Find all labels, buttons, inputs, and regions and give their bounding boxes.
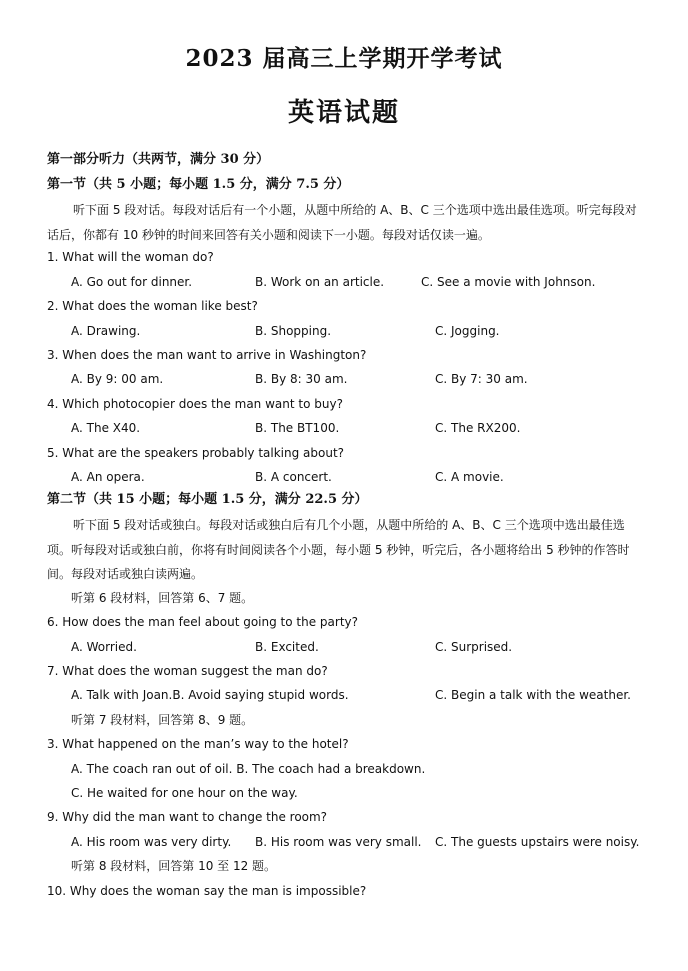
q3-option-b: B. By 8: 30 am. <box>255 372 348 386</box>
q1-option-a: A. Go out for dinner. <box>71 275 193 289</box>
question-2: 2. What does the woman like best? <box>47 299 258 313</box>
q3-option-c: C. By 7: 30 am. <box>435 372 528 386</box>
part1-heading: 第一部分听力（共两节，满分 30 分） <box>47 152 270 167</box>
q2-option-c: C. Jogging. <box>435 324 500 338</box>
section2-heading: 第二节（共 15 小题；每小题 1.5 分，满分 22.5 分） <box>47 492 368 507</box>
q1-option-b: B. Work on an article. <box>255 275 385 289</box>
question-1: 1. What will the woman do? <box>47 250 214 264</box>
question-10: 10. Why does the woman say the man is impossible? <box>47 884 367 898</box>
q7-options-ab: A. Talk with Joan.B. Avoid saying stupid words. <box>71 688 349 702</box>
question-9: 9. Why did the man want to change the room? <box>47 810 328 824</box>
q8-option-c: C. He waited for one hour on the way. <box>71 786 298 800</box>
q8-options-ab: A. The coach ran out of oil. B. The coach had a breakdown. <box>71 762 426 776</box>
q4-option-a: A. The X40. <box>71 421 141 435</box>
material-7-note: 听第 7 段材料，回答第 8、9 题。 <box>71 713 254 727</box>
question-8: 3. What happened on the man’s way to the hotel? <box>47 737 349 751</box>
material-8-note: 听第 8 段材料，回答第 10 至 12 题。 <box>71 859 277 873</box>
section2-instructions: 听下面 5 段对话或独白。每段对话或独白后有几个小题，从题中所给的 A、B、C 三个选项中选出最佳选项。听每段对话或独白前，你将有时间阅读各个小题，每小题 5 秒钟，听完后，各小题将给出 5 秒钟的作答时间。每段对话或独白读两遍。 <box>47 518 630 581</box>
q2-option-b: B. Shopping. <box>255 324 332 338</box>
question-6: 6. How does the man feel about going to the party? <box>47 615 358 629</box>
question-3: 3. When does the man want to arrive in Washington? <box>47 348 367 362</box>
q9-option-c: C. The guests upstairs were noisy. <box>435 835 640 849</box>
q7-option-c: C. Begin a talk with the weather. <box>435 688 631 702</box>
question-7: 7. What does the woman suggest the man do? <box>47 664 328 678</box>
material-6-note: 听第 6 段材料，回答第 6、7 题。 <box>71 591 254 605</box>
q2-option-a: A. Drawing. <box>71 324 141 338</box>
question-5: 5. What are the speakers probably talking about? <box>47 446 345 460</box>
exam-subtitle: 英语试题 <box>287 98 400 128</box>
q4-option-b: B. The BT100. <box>255 421 340 435</box>
q9-option-a: A. His room was very dirty. <box>71 835 232 849</box>
exam-title: 2023 届高三上学期开学考试 <box>185 45 503 72</box>
q6-option-c: C. Surprised. <box>435 640 513 654</box>
q5-option-a: A. An opera. <box>71 470 145 484</box>
q6-option-a: A. Worried. <box>71 640 137 654</box>
q6-option-b: B. Excited. <box>255 640 319 654</box>
q3-option-a: A. By 9: 00 am. <box>71 372 164 386</box>
q5-option-c: C. A movie. <box>435 470 504 484</box>
question-4: 4. Which photocopier does the man want to buy? <box>47 397 343 411</box>
section1-instructions: 听下面 5 段对话。每段对话后有一个小题，从题中所给的 A、B、C 三个选项中选出最佳选项。听完每段对话后，你都有 10 秒钟的时间来回答有关小题和阅读下一小题。每段对话仅读一遍。 <box>47 203 637 242</box>
q9-option-b: B. His room was very small. <box>255 835 422 849</box>
q5-option-b: B. A concert. <box>255 470 332 484</box>
q1-option-c: C. See a movie with Johnson. <box>421 275 596 289</box>
q4-option-c: C. The RX200. <box>435 421 521 435</box>
section1-heading: 第一节（共 5 小题；每小题 1.5 分，满分 7.5 分） <box>47 177 350 192</box>
